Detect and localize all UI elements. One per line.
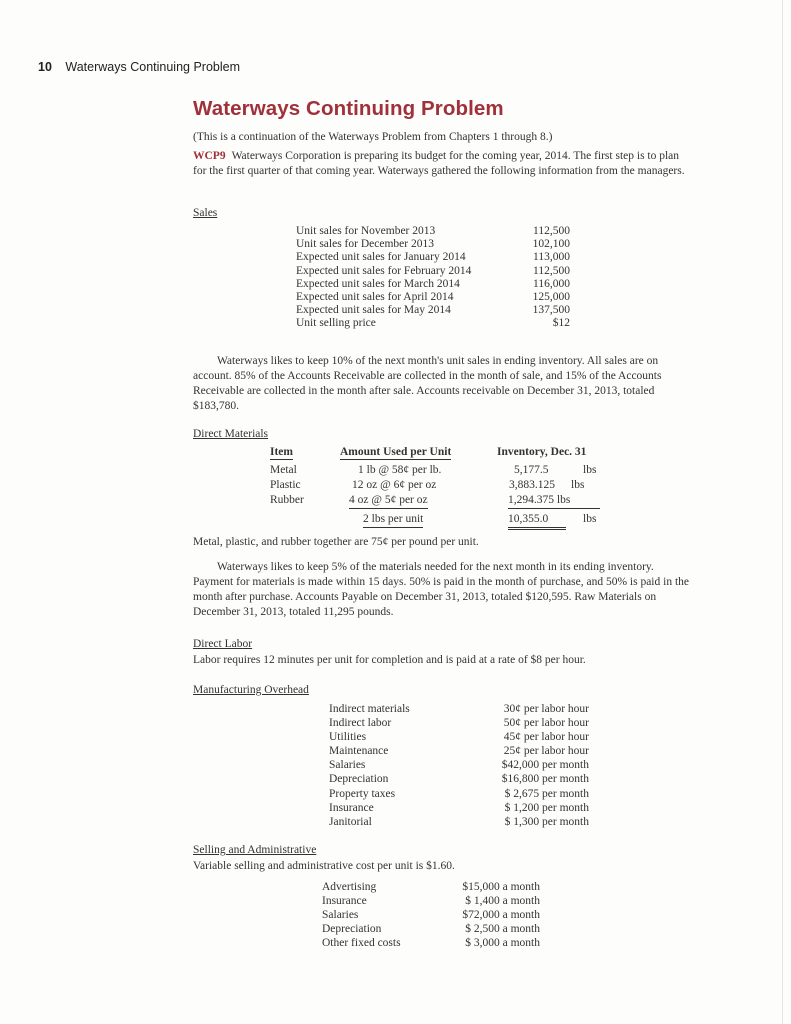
row-value: $42,000 per month — [501, 759, 589, 772]
row-value: 137,500 — [532, 304, 570, 317]
overhead-table — [329, 702, 589, 829]
table-row — [322, 908, 540, 922]
dm-unit: lbs — [571, 479, 585, 491]
column-header-item: Item — [270, 446, 293, 458]
row-value: $ 3,000 a month — [465, 937, 540, 950]
sales-paragraph — [193, 354, 693, 414]
selling-admin-heading: Selling and Administrative — [193, 844, 317, 856]
table-row — [322, 922, 540, 936]
table-row — [329, 758, 589, 772]
dm-paragraph-text: Waterways likes to keep 5% of the materials needed for the next month in its ending inventory. Payment for materials is made within 15 days. 50% is paid in the month of purchase, and 50% is paid in the month after purchase. Accounts Payable on December 31, 2013, totaled $120,595. Raw Materials on December 31, 2013, totaled 11,295 pounds. — [193, 561, 689, 618]
table-row — [329, 730, 589, 744]
row-value: 116,000 — [533, 277, 570, 290]
direct-materials-heading: Direct Materials — [193, 428, 269, 440]
dm-total-inventory: 10,355.0 — [508, 513, 566, 530]
row-label: Depreciation — [322, 923, 382, 936]
dm-amount: 4 oz @ 5¢ per oz — [349, 494, 428, 509]
row-value: $16,800 per month — [501, 773, 589, 786]
page-edge — [782, 0, 783, 1024]
table-row — [329, 772, 589, 786]
selling-admin-text: Variable selling and administrative cost per unit is $1.60. — [193, 860, 455, 872]
row-value: 45¢ per labor hour — [503, 731, 589, 744]
row-label: Maintenance — [329, 745, 389, 758]
row-value: 25¢ per labor hour — [503, 745, 589, 758]
dm-item: Plastic — [270, 479, 301, 491]
row-value: 112,500 — [533, 264, 570, 277]
table-row — [329, 815, 589, 829]
dm-amount: 12 oz @ 6¢ per oz — [352, 479, 437, 491]
row-label: Other fixed costs — [322, 937, 401, 950]
direct-labor-heading: Direct Labor — [193, 638, 253, 650]
intro-text — [193, 149, 693, 179]
row-label: Insurance — [322, 895, 367, 908]
row-value: $ 1,200 per month — [504, 801, 589, 814]
table-row — [296, 251, 570, 264]
row-label: Expected unit sales for May 2014 — [296, 304, 451, 317]
dm-inventory: 1,294.375 — [508, 494, 554, 506]
page-title: Waterways Continuing Problem — [193, 97, 504, 120]
running-head — [38, 60, 240, 74]
row-label: Indirect materials — [329, 703, 410, 715]
row-label: Depreciation — [329, 773, 389, 786]
row-label: Expected unit sales for March 2014 — [296, 277, 460, 290]
dm-paragraph — [193, 560, 693, 620]
row-value: $ 1,300 per month — [504, 815, 589, 828]
row-value: 30¢ per labor hour — [503, 703, 589, 715]
table-row — [329, 787, 589, 801]
row-label: Unit sales for November 2013 — [296, 225, 436, 237]
row-label: Expected unit sales for April 2014 — [296, 291, 454, 304]
table-row — [296, 225, 570, 238]
row-value: 112,500 — [533, 225, 570, 237]
row-label: Unit sales for December 2013 — [296, 238, 434, 251]
dm-inventory-last — [508, 494, 600, 509]
table-row — [296, 317, 570, 330]
row-value: $12 — [552, 317, 570, 330]
table-row — [329, 801, 589, 815]
row-label: Advertising — [322, 881, 377, 893]
column-header-inventory: Inventory, Dec. 31 — [497, 446, 587, 458]
row-label: Expected unit sales for January 2014 — [296, 251, 466, 264]
intro-body: Waterways Corporation is preparing its budget for the coming year, 2014. The first step is to plan for the first quarter of that coming year. Waterways gathered the following information from the managers. — [193, 150, 685, 177]
dm-note: Metal, plastic, and rubber together are 75¢ per pound per unit. — [193, 536, 479, 548]
table-row — [296, 238, 570, 251]
intro-note: (This is a continuation of the Waterways Problem from Chapters 1 through 8.) — [193, 131, 553, 143]
row-label: Utilities — [329, 731, 367, 744]
sales-heading: Sales — [193, 207, 218, 219]
problem-tag: WCP9 — [193, 150, 226, 162]
dm-total-unit: lbs — [583, 513, 597, 525]
dm-item: Rubber — [270, 494, 304, 506]
row-label: Expected unit sales for February 2014 — [296, 264, 472, 277]
row-value: 125,000 — [532, 291, 570, 304]
table-row — [296, 278, 570, 291]
table-row — [322, 894, 540, 908]
row-value: $15,000 a month — [462, 881, 540, 893]
table-row — [322, 880, 540, 894]
row-value: 102,100 — [532, 238, 570, 251]
overhead-heading: Manufacturing Overhead — [193, 684, 309, 696]
intro — [193, 130, 693, 183]
table-row — [296, 304, 570, 317]
row-value: $ 2,500 a month — [465, 923, 540, 936]
row-value: $ 1,400 a month — [465, 895, 540, 908]
row-label: Property taxes — [329, 787, 396, 800]
table-row — [322, 936, 540, 950]
dm-total-amount: 2 lbs per unit — [363, 513, 423, 528]
row-label: Salaries — [329, 759, 366, 772]
row-label: Indirect labor — [329, 717, 392, 730]
dm-unit: lbs — [583, 464, 597, 476]
row-value: 50¢ per labor hour — [503, 717, 589, 730]
selling-admin-table — [322, 880, 540, 950]
page-number: 10 — [38, 60, 52, 74]
row-label: Janitorial — [329, 815, 372, 828]
column-header-amount: Amount Used per Unit — [340, 446, 452, 458]
row-label: Unit selling price — [296, 317, 376, 330]
table-row — [329, 744, 589, 758]
dm-inventory: 3,883.125 — [509, 479, 555, 491]
table-row — [296, 265, 570, 278]
dm-amount: 1 lb @ 58¢ per lb. — [358, 464, 442, 476]
dm-item: Metal — [270, 464, 297, 476]
dm-inventory: 5,177.5 — [514, 464, 549, 476]
table-row — [329, 716, 589, 730]
row-value: $ 2,675 per month — [504, 787, 589, 800]
direct-labor-text: Labor requires 12 minutes per unit for completion and is paid at a rate of $8 per hour. — [193, 654, 586, 666]
row-label: Insurance — [329, 801, 374, 814]
table-row — [329, 702, 589, 716]
row-value: $72,000 a month — [462, 909, 540, 922]
row-value: 113,000 — [533, 251, 570, 264]
row-label: Salaries — [322, 909, 359, 922]
running-head-title: Waterways Continuing Problem — [65, 60, 240, 74]
table-row — [296, 291, 570, 304]
sales-paragraph-text: Waterways likes to keep 10% of the next month's unit sales in ending inventory. All sales are on account. 85% of the Accounts Receivable are collected in the month of sale, and 15% of the Accounts Receivable are collected in the month after sale. Accounts receivable on December 31, 2013, totaled $183,780. — [193, 355, 662, 412]
sales-table — [296, 225, 570, 331]
dm-unit: lbs — [556, 494, 571, 506]
